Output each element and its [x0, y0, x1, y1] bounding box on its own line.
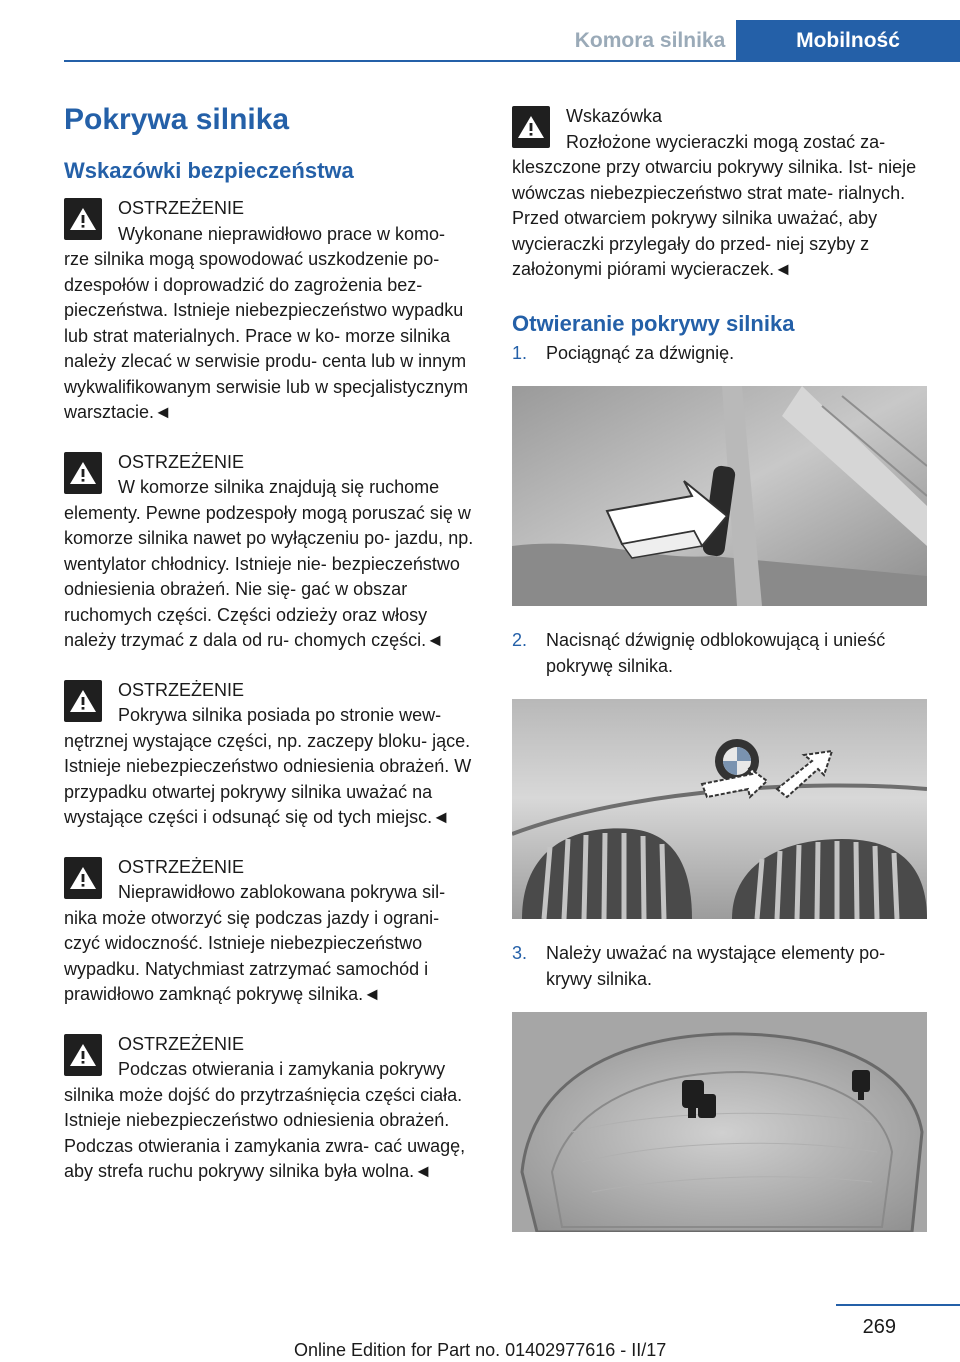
warning-first-line: Pokrywa silnika posiada po stronie wew‐ — [118, 705, 442, 725]
note-text: kleszczone przy otwarciu pokrywy silnika. Ist‐ nieje wówczas niebezpieczeństwo strat mate‐ rialnych. Przed otwarciem pokrywy silnika uważać, aby wycieraczki przylegały do przed‐ niej szyby z założonymi piórami wycieraczek.◄ — [512, 157, 917, 279]
step-item — [512, 341, 926, 367]
warning-text: nętrznej wystające części, np. zaczepy bloku‐ jące. Istnieje niebezpieczeństwo odniesienia obrażeń. W przypadku otwartej pokrywy silnika uważać na wystające części i odsunąć się od tych miejsc.◄ — [64, 730, 472, 827]
chapter-tabs — [564, 20, 960, 62]
warning-triangle-icon — [64, 1034, 102, 1076]
note-title: Wskazówka — [566, 106, 663, 126]
right-column — [512, 98, 926, 1254]
step-item — [512, 628, 926, 679]
section-heading-safety: Wskazówki bezpieczeństwa — [64, 158, 354, 183]
warning-title: OSTRZEŻENIE — [118, 1033, 245, 1054]
warning-block — [64, 678, 478, 831]
warning-title: OSTRZEŻENIE — [118, 679, 245, 700]
hood-release-lever-image — [512, 386, 927, 606]
left-column — [64, 98, 478, 1209]
warning-triangle-icon — [64, 680, 102, 722]
warning-first-line: W komorze silnika znajdują się ruchome — [118, 477, 440, 497]
warning-title: OSTRZEŻENIE — [118, 198, 245, 218]
warning-first-line: Nieprawidłowo zablokowana pokrywa sil‐ — [118, 882, 446, 902]
warning-block — [64, 196, 478, 426]
warning-first-line: Podczas otwierania i zamykania pokrywy — [118, 1059, 446, 1079]
edition-footer: Online Edition for Part no. 01402977616 - II/17 — [294, 1340, 667, 1360]
tab-mobilnosc[interactable]: Mobilność — [736, 20, 960, 62]
warning-block — [64, 855, 478, 1008]
header-divider — [64, 60, 960, 62]
warning-first-line: Wykonane nieprawidłowo prace w komo‐ — [118, 223, 445, 244]
hood-underside-image — [512, 1012, 927, 1232]
warning-text: elementy. Pewne podzespoły mogą poruszać się w komorze silnika nawet po wyłączeniu po‐ jazdu, np. wentylator chłodnicy. Istnieje nie‐ bezpieczeństwo odniesienia obrażeń. Nie się‐ gać w obszar ruchomych części. Części odzieży oraz włosy należy trzymać z dala od ru‐ chomych części.◄ — [64, 502, 474, 650]
warning-text: silnika może dojść do przytrzaśnięcia części ciała. Istnieje niebezpieczeństwo odniesienia obrażeń. Podczas otwierania i zamykania zwra‐ cać uwagę, aby strefa ruchu pokrywy silnika była wolna.◄ — [64, 1084, 466, 1181]
warning-block — [64, 1032, 478, 1185]
hood-unlock-lever-image — [512, 699, 927, 919]
note-first-line: Rozłożone wycieraczki mogą zostać za‐ — [566, 131, 886, 152]
warning-block — [64, 450, 478, 654]
warning-triangle-icon — [64, 452, 102, 494]
note-block — [512, 104, 926, 283]
page-number: 269 — [862, 1316, 896, 1338]
step-number: 3. — [512, 943, 528, 963]
page-title: Pokrywa silnika — [64, 103, 290, 136]
step-text: Pociągnąć za dźwignię. — [546, 342, 735, 363]
footer-divider — [836, 1304, 960, 1306]
step-text: Nacisnąć dźwignię odblokowującą i unieść pokrywę silnika. — [546, 630, 886, 676]
warning-triangle-icon — [64, 857, 102, 899]
warning-text: rze silnika mogą spowodować uszkodzenie po‐ dzespołów i doprowadzić do zagrożenia bez‐ pieczeństwa. Istnieje niebezpieczeństwo wypadku lub strat materialnych. Prace w ko‐ morze silnika należy zlecać w serwisie produ‐ centa lub w innym wykwalifikowanym serwisie lub w specjalistycznym warsztacie.◄ — [64, 249, 469, 422]
step-text: Należy uważać na wystające elementy po‐ krywy silnika. — [546, 943, 886, 989]
warning-title: OSTRZEŻENIE — [118, 451, 245, 472]
section-heading-opening: Otwieranie pokrywy silnika — [512, 310, 795, 336]
step-item — [512, 941, 926, 992]
warning-text: nika może otworzyć się podczas jazdy i ograni‐ czyć widoczność. Istnieje niebezpieczeństwo wypadku. Natychmiast zatrzymać samochód i prawidłowo zamknąć pokrywę silnika.◄ — [64, 907, 440, 1004]
step-number: 1. — [512, 342, 528, 363]
step-number: 2. — [512, 630, 528, 650]
warning-triangle-icon — [64, 198, 102, 240]
warning-title: OSTRZEŻENIE — [118, 856, 245, 877]
tab-komora-silnika[interactable]: Komora silnika — [564, 20, 736, 62]
warning-triangle-icon — [512, 106, 550, 148]
